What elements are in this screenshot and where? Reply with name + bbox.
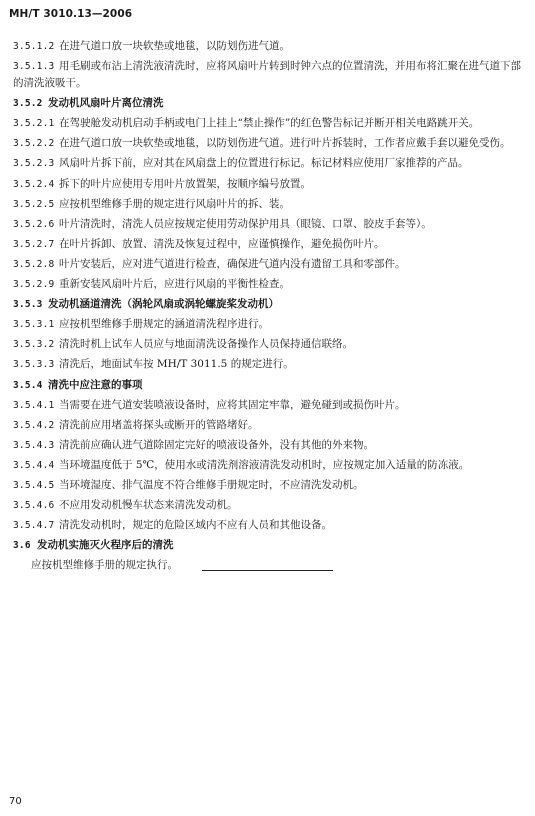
clause-text: 叶片清洗时，清洗人员应按规定使用劳动保护用具（眼镜、口罩、胶皮手套等）。 <box>59 217 432 230</box>
clause-text: 发动机涵道清洗（涡轮风扇或涡轮螺旋桨发动机） <box>48 298 279 311</box>
clause-text: 不应用发动机慢车状态来清洗发动机。 <box>59 499 238 512</box>
clause-number: 3.5.4.5 <box>13 479 55 491</box>
clause-text: 清洗前应确认进气道除固定完好的喷液设备外，没有其他的外来物。 <box>59 438 374 451</box>
clause-text: 在进气道口放一块软垫或地毯，以防划伤进气道。 <box>59 40 290 52</box>
clause-text: 清洗前应用堵盖将探头或断开的管路堵好。 <box>59 418 259 431</box>
clause-item <box>13 135 525 152</box>
clause-item <box>13 58 525 92</box>
clause-number: 3.5.3.1 <box>13 319 55 331</box>
section-heading <box>13 296 525 313</box>
clause-text: 清洗后，地面试车按 MH/T 3011.5 的规定进行。 <box>59 358 294 371</box>
clause-item <box>13 397 525 414</box>
clause-item <box>13 417 525 434</box>
body-paragraph <box>13 557 525 574</box>
clause-text: 当需要在进气道安装喷液设备时，应将其固定牢靠，避免碰到或损伤叶片。 <box>59 398 406 411</box>
clause-number: 3.5.4 <box>13 379 43 391</box>
page-number: 70 <box>9 796 22 807</box>
clause-text: 发动机实施灭火程序后的清洗 <box>37 539 174 552</box>
clause-text: 用毛刷或布沾上清洗液清洗时，应将风扇叶片转到时钟六点的位置清洗，并用布将汇聚在进气道下部的清洗液吸干。 <box>13 60 521 90</box>
clause-number: 3.5.2.8 <box>13 258 55 270</box>
clause-number: 3.5.2.1 <box>13 118 55 130</box>
clause-text: 清洗发动机时，规定的危险区域内不应有人员和其他设备。 <box>59 519 332 532</box>
clause-item <box>13 276 525 293</box>
clause-number: 3.5.2.3 <box>13 158 55 170</box>
clause-text: 清洗时机上试车人员应与地面清洗设备操作人员保持通信联络。 <box>59 338 353 351</box>
clause-number: 3.5.4.6 <box>13 500 55 512</box>
clause-number: 3.5.3.2 <box>13 339 55 351</box>
clause-item <box>13 236 525 253</box>
clause-number: 3.5.2.9 <box>13 279 55 291</box>
clause-item <box>13 176 525 193</box>
clause-text: 当环境湿度、排气温度不符合维修手册规定时，不应清洗发动机。 <box>59 478 364 491</box>
clause-text: 拆下的叶片应使用专用叶片放置架，按顺序编号放置。 <box>59 177 311 190</box>
clause-item <box>13 517 525 534</box>
clause-number: 3.5.2 <box>13 98 43 110</box>
clause-number: 3.5.2.4 <box>13 178 55 190</box>
section-heading <box>13 377 525 394</box>
clause-number: 3.5.4.4 <box>13 459 55 471</box>
clause-number: 3.5.1.2 <box>13 41 55 52</box>
clause-text: 应按机型维修手册的规定执行。 <box>31 559 178 572</box>
clause-item <box>13 115 525 132</box>
clause-text: 叶片安装后，应对进气道进行检查，确保进气道内没有遗留工具和零部件。 <box>59 257 406 270</box>
clause-number: 3.6 <box>13 540 31 552</box>
section-heading <box>13 95 525 112</box>
clause-item <box>13 477 525 494</box>
clause-number: 3.5.2.2 <box>13 138 55 150</box>
clause-item <box>13 457 525 474</box>
clause-text: 应按机型维修手册规定的涵道清洗程序进行。 <box>59 318 269 331</box>
clause-text: 当环境温度低于 5℃，使用水或清洗剂溶液清洗发动机时，应按规定加入适量的防冻液。 <box>59 458 470 471</box>
clause-text: 清洗中应注意的事项 <box>48 378 143 391</box>
clause-item <box>13 437 525 454</box>
clause-text: 应按机型维修手册的规定进行风扇叶片的拆、装。 <box>59 197 290 210</box>
clause-number: 3.5.1.3 <box>13 61 55 73</box>
clause-number: 3.5.3 <box>13 299 43 311</box>
clause-text: 重新安装风扇叶片后，应进行风扇的平衡性检查。 <box>59 278 290 291</box>
clause-item <box>13 256 525 273</box>
end-divider-line <box>202 570 333 571</box>
clause-item <box>13 155 525 172</box>
clause-number: 3.5.4.3 <box>13 439 55 451</box>
clause-number: 3.5.2.5 <box>13 198 55 210</box>
clause-text: 在叶片拆卸、放置、清洗及恢复过程中，应谨慎操作，避免损伤叶片。 <box>59 237 385 250</box>
clause-number: 3.5.2.6 <box>13 218 55 230</box>
clause-item <box>13 497 525 514</box>
standard-code-header: MH/T 3010.13—2006 <box>9 8 133 20</box>
clause-item <box>13 336 525 353</box>
clause-number: 3.5.4.7 <box>13 520 55 532</box>
clause-number: 3.5.3.3 <box>13 359 55 371</box>
clause-item <box>13 316 525 333</box>
clause-text: 风扇叶片拆下前，应对其在风扇盘上的位置进行标记。标记材料应使用厂家推荐的产品。 <box>59 157 469 170</box>
clause-item <box>13 356 525 373</box>
clause-text: 发动机风扇叶片离位清洗 <box>48 97 164 110</box>
clause-text: 在驾驶舱发动机启动手柄或电门上挂上“禁止操作”的红色警告标记并断开相关电路跳开关。 <box>59 117 480 130</box>
clause-item <box>13 196 525 213</box>
clause-number: 3.5.2.7 <box>13 238 55 250</box>
clause-text: 在进气道口放一块软垫或地毯，以防划伤进气道。进行叶片拆装时，工作者应戴手套以避免受伤。 <box>59 137 511 150</box>
clause-item <box>13 38 525 55</box>
clause-number: 3.5.4.1 <box>13 399 55 411</box>
clause-item <box>13 216 525 233</box>
clause-number: 3.5.4.2 <box>13 419 55 431</box>
document-body <box>13 38 525 577</box>
section-heading <box>13 537 525 554</box>
